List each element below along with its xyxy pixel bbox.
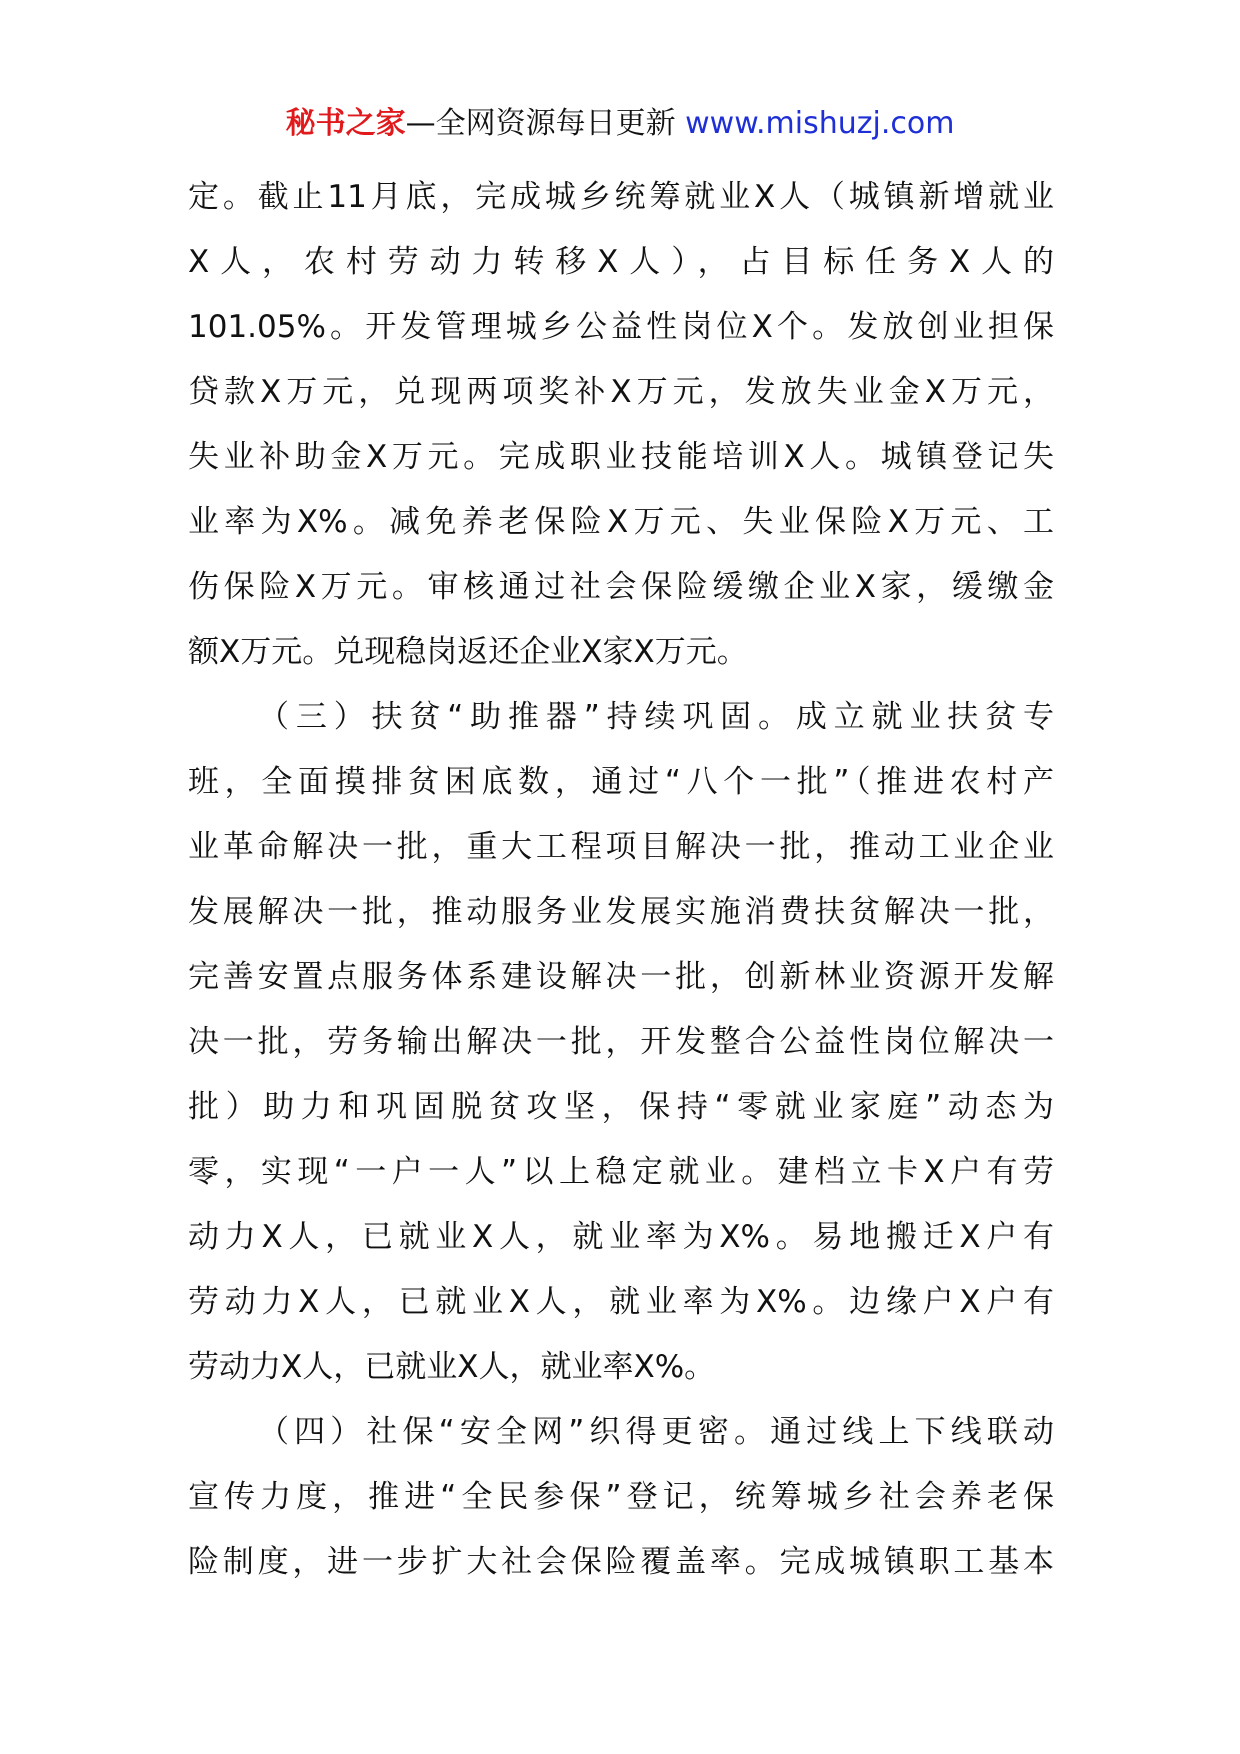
text-line: 贷款X万元，兑现两项奖补X万元，发放失业金X万元， <box>188 374 1054 410</box>
text-line: 101.05%。开发管理城乡公益性岗位X个。发放创业担保 <box>188 309 1054 345</box>
text-line: 宣传力度，推进“全民参保”登记，统筹城乡社会养老保 <box>188 1479 1054 1515</box>
watermark-header <box>0 104 1240 144</box>
header-url: www.mishuzj.com <box>685 106 955 141</box>
document-body <box>188 165 1054 1595</box>
text-line: 业革命解决一批，重大工程项目解决一批，推动工业企业 <box>188 829 1054 865</box>
brand-name: 秘书之家 <box>285 106 406 141</box>
text-line: 险制度，进一步扩大社会保险覆盖率。完成城镇职工基本 <box>188 1544 1054 1580</box>
section-heading-line: （四）社保“安全网”织得更密。通过线上下线联动 <box>258 1414 1054 1450</box>
text-line: 决一批，劳务输出解决一批，开发整合公益性岗位解决一 <box>188 1024 1054 1060</box>
text-line: 班，全面摸排贫困底数，通过“八个一批”（推进农村产 <box>188 764 1054 800</box>
text-line: 额X万元。兑现稳岗返还企业X家X万元。 <box>188 634 748 670</box>
text-line: 完善安置点服务体系建设解决一批，创新林业资源开发解 <box>188 959 1054 995</box>
text-line: 定。截止11月底，完成城乡统筹就业X人（城镇新增就业 <box>188 179 1054 215</box>
text-line: 失业补助金X万元。完成职业技能培训X人。城镇登记失 <box>188 439 1054 475</box>
text-line: 业率为X%。减免养老保险X万元、失业保险X万元、工 <box>188 504 1054 540</box>
text-line: 伤保险X万元。审核通过社会保险缓缴企业X家，缓缴金 <box>188 569 1054 605</box>
text-line: X人，农村劳动力转移X人），占目标任务X人的 <box>188 244 1054 280</box>
header-slogan: —全网资源每日更新 <box>405 106 686 141</box>
text-line: 批）助力和巩固脱贫攻坚，保持“零就业家庭”动态为 <box>188 1089 1054 1125</box>
text-line: 劳动力X人，已就业X人，就业率X%。 <box>188 1349 716 1385</box>
text-line: 劳动力X人，已就业X人，就业率为X%。边缘户X户有 <box>188 1284 1054 1320</box>
section-heading-line: （三）扶贫“助推器”持续巩固。成立就业扶贫专 <box>258 699 1054 735</box>
text-line: 动力X人，已就业X人，就业率为X%。易地搬迁X户有 <box>188 1219 1054 1255</box>
text-line: 发展解决一批，推动服务业发展实施消费扶贫解决一批， <box>188 894 1054 930</box>
text-line: 零，实现“一户一人”以上稳定就业。建档立卡X户有劳 <box>188 1154 1054 1190</box>
